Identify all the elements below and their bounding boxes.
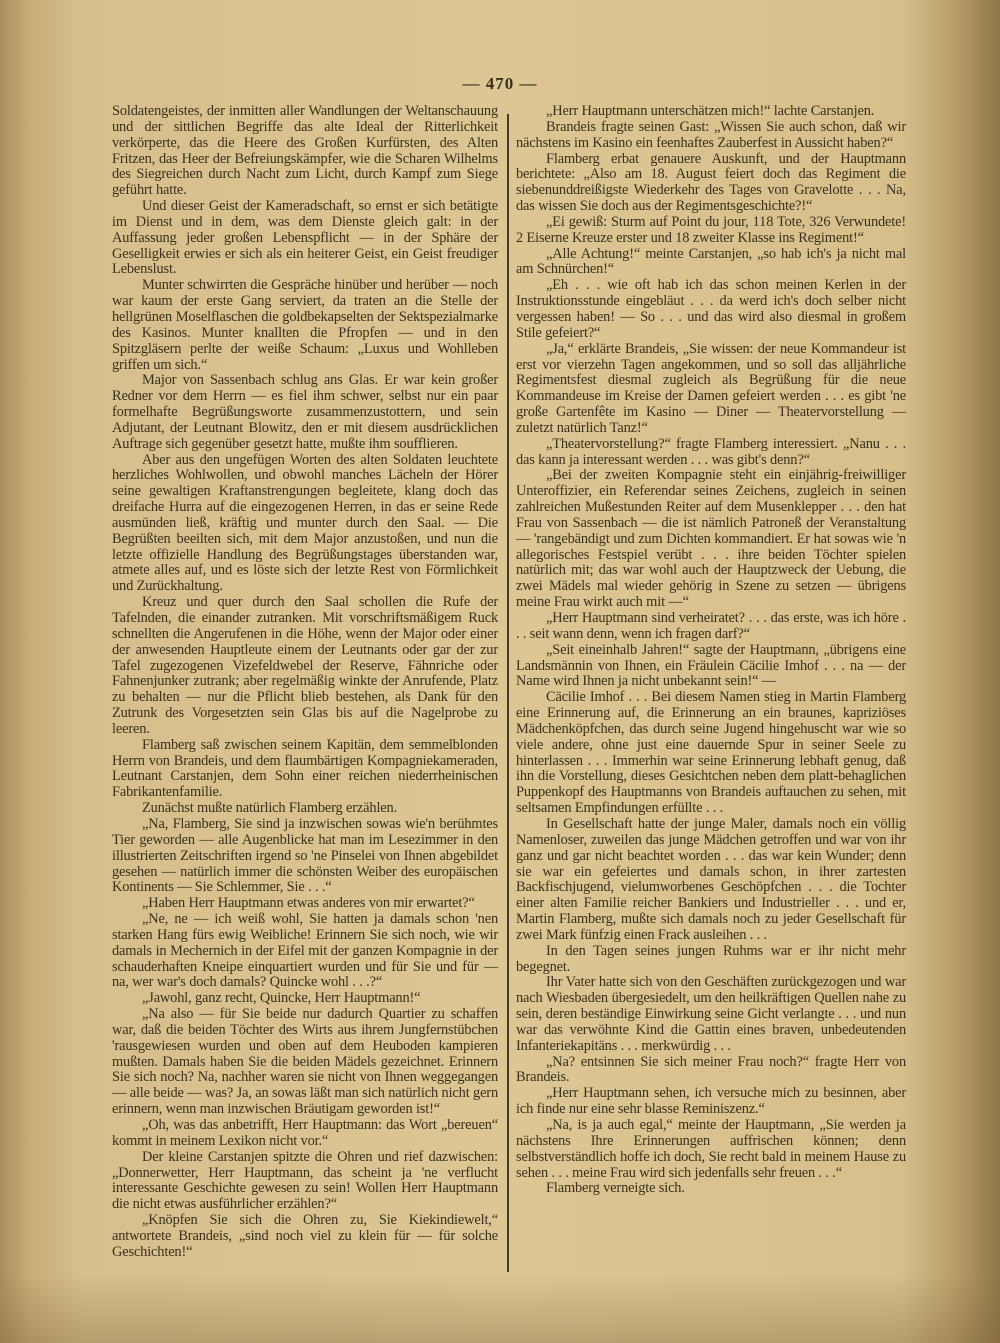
paragraph: Und dieser Geist der Kameradschaft, so ernst er sich betätigte im Dienst und in dem, was dem Dienste gleich galt: in der Auffassung jeder großen Lebenspflicht — in der Sphäre der Geselligkeit erwies er sich als ein heiterer Geist, ein Geist freudiger Lebenslust. — [112, 198, 498, 278]
right-text-column — [516, 104, 906, 1197]
page-number: — 470 — — [462, 74, 538, 93]
paragraph: Munter schwirrten die Gespräche hinüber und herüber — noch war kaum der erste Gang serviert, da traten an die Stelle der hellgrünen Moselflaschen die goldbekapselten der Sektspezialmarke des Kasinos. Munter knallten die Pfropfen — und in den Spitzgläsern perlte der weiße Schaum: „Luxus und Wohlleben griffen um sich.“ — [112, 277, 498, 373]
paragraph: „Oh, was das anbetrifft, Herr Hauptmann: das Wort „bereuen“ kommt in meinem Lexikon nicht vor.“ — [112, 1117, 498, 1149]
paragraph: „Na, Flamberg, Sie sind ja inzwischen sowas wie'n berühmtes Tier geworden — alle Augenblicke hat man im Lesezimmer in den illustrierten Zeitschriften irgend so 'ne Pinselei von Ihnen abgebildet gesehen — natürlich immer die schönsten Weiber des europäischen Kontinents — Sie Schlemmer, Sie . . .“ — [112, 815, 498, 896]
paragraph: Flamberg erbat genauere Auskunft, und der Hauptmann berichtete: „Also am 18. August feiert doch das Regiment die siebenunddreißigste Wiederkehr des Tages von Gravelotte . . . Na, das wissen Sie doch aus der Regimentsgeschichte?!“ — [516, 150, 906, 215]
paragraph: „Ei gewiß: Sturm auf Point du jour, 118 Tote, 326 Verwundete! 2 Eiserne Kreuze erster und 18 zweiter Klasse ins Regiment!“ — [516, 213, 906, 246]
paragraph: Major von Sassenbach schlug ans Glas. Er war kein großer Redner vor dem Herrn — es fiel ihm schwer, selbst nur ein paar formelhafte Begrüßungsworte zusammenzustottern, und sein Adjutant, der Leutnant Blowitz, den er mit diesem ausdrücklichen Auftrage sich gegenüber gesetzt hatte, mußte ihm soufflieren. — [112, 372, 498, 452]
page-shadow — [0, 1273, 1000, 1343]
paragraph: „Na? entsinnen Sie sich meiner Frau noch?“ fragte Herr von Brandeis. — [516, 1053, 906, 1086]
paragraph: Cäcilie Imhof . . . Bei diesem Namen stieg in Martin Flamberg eine Erinnerung auf, die Erinnerung an ein braunes, kapriziöses Mädchenköpfchen, das durch seine Jugend hingehuscht war wie so viele andere, ohne just eine dauernde Spur in seiner Seele zu hinterlassen . . . Immerhin war seine Erinnerung lebhaft genug, daß ihn die Vorstellung, dieses Gesichtchen neben dem platt-behaglichen Puppenkopf des Hauptmanns von Brandeis auftauchen zu sehen, mit seltsamen Empfindungen erfüllte . . . — [516, 689, 906, 817]
paragraph: „Herr Hauptmann sehen, ich versuche mich zu besinnen, aber ich finde nur eine sehr blasse Reminiszenz.“ — [516, 1085, 906, 1118]
paragraph: „Alle Achtung!“ meinte Carstanjen, „so hab ich's ja nicht mal am Schnürchen!“ — [516, 245, 906, 278]
paragraph: „Herr Hauptmann unterschätzen mich!“ lachte Carstanjen. — [546, 103, 875, 119]
paragraph: Soldatengeistes, der inmitten aller Wandlungen der Weltanschauung und der sittlichen Begriffe das alte Ideal der Ritterlichkeit verkörperte, das die Heere des Großen Kurfürsten, des Alten Fritzen, das Heer der Befreiungskämpfer, wie die Scharen Wilhelms des Siegreichen durch Nacht zum Licht, durch Kampf zum Siege geführt hatte. — [112, 103, 498, 199]
paragraph: „Jawohl, ganz recht, Quincke, Herr Hauptmann!“ — [142, 990, 421, 1007]
paragraph: Aber aus den ungefügen Worten des alten Soldaten leuchtete herzliches Wohlwollen, und obwohl manches Lächeln der Hörer seine gewaltigen Kraftanstrengungen begleitete, klang doch das dreifache Hurra auf die eingezogenen Herren, in das er seine Rede ausmünden ließ, kräftig und munter durch den Saal. — Die Begrüßten beeilten sich, mit dem Major anzustoßen, und nun die letzte offizielle Handlung des Begrüßungstages überstanden war, atmete alles auf, und es löste sich der letzte Rest von Förmlichkeit und Zurückhaltung. — [112, 451, 498, 595]
paragraph: In den Tagen seines jungen Ruhms war er ihr nicht mehr begegnet. — [516, 942, 906, 975]
paragraph: „Bei der zweiten Kompagnie steht ein einjährig-freiwilliger Unteroffizier, ein Referendar seines Zeichens, zugleich in seinen zahlreichen Mußestunden Reiter auf dem Musenklepper . . . den hat Frau von Sassenbach — die ist nämlich Patroneß der Veranstaltung — 'rangebändigt und zum Dichten kommandiert. Er hat sowas wie 'n allegorisches Festspiel verübt . . . ihre beiden Töchter spielen natürlich mit; das war wohl auch der Hauptzweck der Uebung, die zwei Mädels mal wieder gehörig in Szene zu setzen — übrigens meine Frau wirkt auch mit —“ — [516, 467, 906, 611]
paragraph: In Gesellschaft hatte der junge Maler, damals noch ein völlig Namenloser, zuweilen das junge Mädchen getroffen und war von ihr ganz und gar nicht beachtet worden . . . das war kein Wunder; denn sie war ein gefeiertes und damals schon, in ihrer zartesten Backfischjugend, vielumworbenes Geschöpfchen . . . die Tochter einer alten Familie reicher Bankiers und Industrieller . . . und er, Martin Flamberg, mußte sich damals noch zu jeder Gesellschaft für zwei Mark fünfzig einen Frack ausleihen . . . — [516, 815, 906, 943]
paragraph: Der kleine Carstanjen spitzte die Ohren und rief dazwischen: „Donnerwetter, Herr Hauptmann, das scheint ja 'ne verflucht interessante Geschichte gewesen zu sein! Wollen Herr Hauptmann die nicht etwas ausführlicher erzählen?“ — [112, 1148, 498, 1213]
paragraph: „Herr Hauptmann sind verheiratet? . . . das erste, was ich höre . . . seit wann denn, wenn ich fragen darf?“ — [516, 610, 906, 642]
paragraph: Flamberg verneigte sich. — [546, 1180, 685, 1197]
paragraph: „Na, is ja auch egal,“ meinte der Hauptmann, „Sie werden ja nächstens Ihre Erinnerungen auffrischen können; denn selbstverständlich hoffe ich doch, Sie recht bald in meinem Hause zu sehen . . . meine Frau wird sich jedenfalls sehr freuen . . .“ — [516, 1117, 906, 1181]
paragraph: „Ja,“ erklärte Brandeis, „Sie wissen: der neue Kommandeur ist erst vor vierzehn Tagen angekommen, und so soll das alljährliche Regimentsfest diesmal zugleich als Begrüßung für die neue Kommandeuse im Kreise der Damen gefeiert werden . . . es gibt 'ne große Gartenfête im Kasino — Diner — Theatervorstellung — zuletzt natürlich Tanz!“ — [516, 340, 906, 436]
paragraph: Kreuz und quer durch den Saal schollen die Rufe der Tafelnden, die einander zutranken. Mit vorschriftsmäßigem Ruck schnellten die Angerufenen in die Höhe, wenn der Major oder einer der anwesenden Hauptleute einem der Leutnants oder gar der zur Tafel zugezogenen Vizefeldwebel der Reserve, Fähnriche oder Fahnenjunker zutrank; aber regelmäßig winkte der Anrufende, Platz zu behalten — nur die Pflicht blieb bestehen, als Dank für den Zutrunk des Vorgesetzten sein Glas bis auf die Nagelprobe zu leeren. — [112, 594, 498, 737]
paragraph: „Na also — für Sie beide nur dadurch Quartier zu schaffen war, daß die beiden Töchter des Wirts aus ihrem Jungfernstübchen 'rausgewiesen wurden und oben auf dem Heuboden kampieren mußten. Damals haben Sie die beiden Mädels gezeichnet. Erinnern Sie sich noch? Na, nachher waren sie nicht von Ihnen weggegangen — alle beide — was? Ja, an sowas läßt man sich natürlich nicht gern erinnern, wenn man inzwischen Bräutigam geworden ist!“ — [112, 1006, 498, 1118]
paragraph: „Knöpfen Sie sich die Ohren zu, Sie Kiekindiewelt,“ antwortete Brandeis, „sind noch viel zu klein für — für solche Geschichten!“ — [112, 1212, 498, 1260]
paragraph: „Haben Herr Hauptmann etwas anderes von mir erwartet?“ — [142, 895, 475, 912]
paragraph: „Seit eineinhalb Jahren!“ sagte der Hauptmann, „übrigens eine Landsmännin von Ihnen, ein Fräulein Cäcilie Imhof . . . na — der Name wird Ihnen ja nicht unbekannt sein!“ — — [516, 641, 906, 690]
paragraph: „Ne, ne — ich weiß wohl, Sie hatten ja damals schon 'nen starken Hang fürs ewig Weibliche! Erinnern Sie sich noch, wie wir damals in Mechernich in der Eifel mit der ganzen Kompagnie in der schauderhaften Kneipe einquartiert wurden und für Sie und für — na, wer war's doch damals? Quincke wohl . . .?“ — [112, 911, 498, 991]
column-divider — [507, 114, 509, 1272]
paragraph: Brandeis fragte seinen Gast: „Wissen Sie auch schon, daß wir nächstens im Kasino ein feenhaftes Zauberfest in Aussicht haben?“ — [516, 118, 906, 151]
paragraph: „Theatervorstellung?“ fragte Flamberg interessiert. „Nanu . . . das kann ja interessant werden . . . was gibt's denn?“ — [516, 435, 906, 468]
paragraph: Flamberg saß zwischen seinem Kapitän, dem semmelblonden Herrn von Brandeis, und dem flaumbärtigen Kompagniekameraden, Leutnant Carstanjen, dem Sohn einer reichen niederrheinischen Fabrikantenfamilie. — [112, 736, 498, 801]
paragraph: Zunächst mußte natürlich Flamberg erzählen. — [142, 800, 398, 817]
paragraph: Ihr Vater hatte sich von den Geschäften zurückgezogen und war nach Wiesbaden übergesiedelt, um den heilkräftigen Quellen nahe zu sein, deren beständige Einwirkung seine Gicht verlangte . . . und nun war das verwöhnte Kind die Gattin eines braven, unbedeutenden Infanteriekapitäns . . . merkwürdig . . . — [516, 974, 906, 1054]
paragraph: „Eh . . . wie oft hab ich das schon meinen Kerlen in der Instruktionsstunde eingebläut . . . da werd ich's doch selber nicht vergessen haben! — So . . . und das wird also diesmal in großem Stile gefeiert?“ — [516, 277, 906, 341]
left-text-column — [112, 104, 498, 1261]
